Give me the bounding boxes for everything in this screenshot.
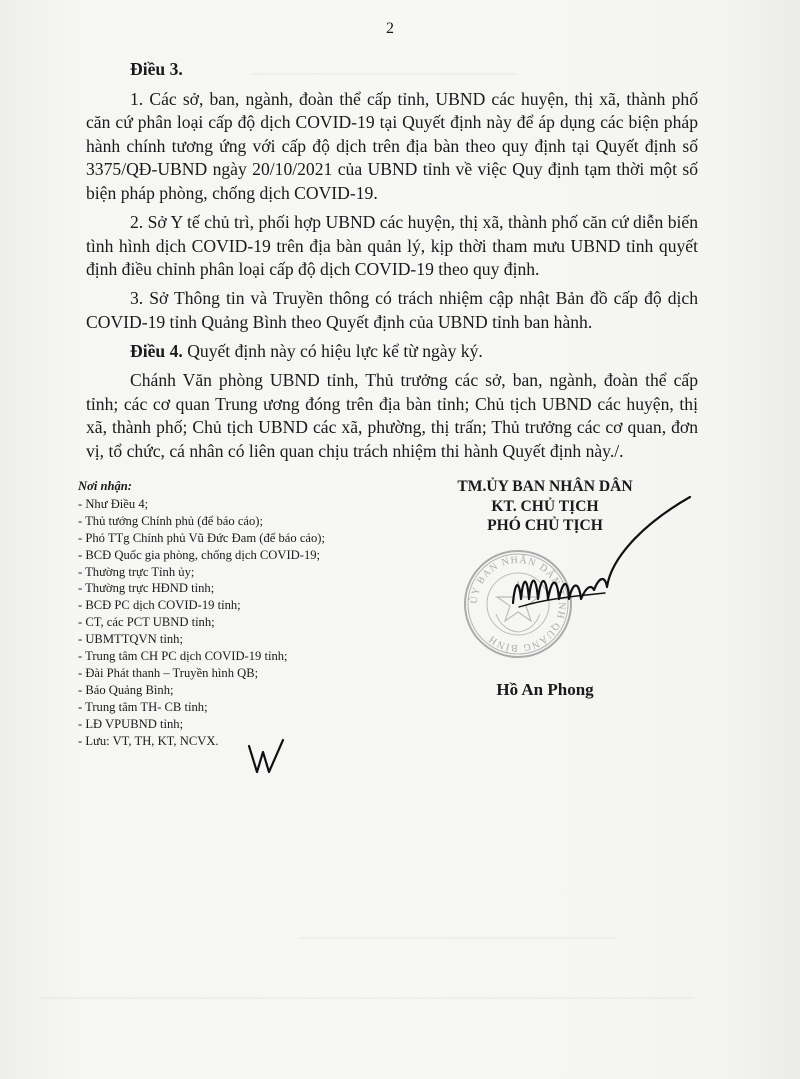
bleed-through-text: ~~~~~~~~~~~~~~~~~~~~~~~~~~~~~~~~~~~~~~~~~~~~~~~~~~~~~~~~~~~~~~~~~~~~~~~~~~~~~~~~~~~~~~~~~~~~~ bbox=[40, 990, 695, 1005]
recipient-item: - UBMTTQVN tỉnh; bbox=[78, 632, 183, 647]
article-4-label: Điều 4. bbox=[130, 341, 183, 362]
recipient-item: - Đài Phát thanh – Truyền hình QB; bbox=[78, 665, 259, 680]
recipient-item: - Thường trực Tỉnh ủy; bbox=[78, 564, 195, 579]
recipient-item: - BCĐ PC dịch COVID-19 tỉnh; bbox=[78, 598, 241, 613]
article-3-clause-1: 1. Các sở, ban, ngành, đoàn thể cấp tỉnh, UBND các huyện, thị xã, thành phố căn cứ phân loại cấp độ dịch COVID-19 tại Quyết định này để áp dụng các biện pháp hành chính tương ứng với cấp độ dịch trên địa bàn theo quy định tại Quyết định số 3375/QĐ-UBND ngày 20/10/2021 của UBND tỉnh về việc Quy định tạm thời một số biện pháp phòng, chống dịch COVID-19. bbox=[86, 88, 698, 203]
article-4-paragraph: Chánh Văn phòng UBND tỉnh, Thủ trưởng các sở, ban, ngành, đoàn thể cấp tỉnh; các cơ quan Trung ương đóng trên địa bàn tỉnh; Chủ tịch UBND các huyện, thị xã, thành phố; Chủ tịch UBND các xã, phường, thị trấn; Thủ trưởng các cơ quan, đơn vị, tổ chức, cá nhân có liên quan chịu trách nhiệm thi hành Quyết định này./. bbox=[86, 370, 698, 461]
recipient-item: - LĐ VPUBND tỉnh; bbox=[78, 716, 184, 731]
recipient-item: - BCĐ Quốc gia phòng, chống dịch COVID-19; bbox=[78, 547, 321, 562]
recipient-item: - Phó TTg Chính phủ Vũ Đức Đam (để báo cáo); bbox=[78, 530, 325, 545]
article-4-line bbox=[86, 340, 698, 364]
handwritten-signature bbox=[505, 495, 715, 635]
document-body bbox=[86, 58, 698, 469]
article-3-heading: Điều 3. bbox=[130, 59, 183, 79]
article-4-text: Quyết định này có hiệu lực kể từ ngày ký. bbox=[187, 341, 483, 362]
recipients-list bbox=[78, 478, 418, 750]
page-number: 2 bbox=[386, 20, 394, 37]
recipient-item: - CT, các PCT UBND tỉnh; bbox=[78, 615, 215, 630]
recipient-item: - Trung tâm TH- CB tỉnh; bbox=[78, 699, 208, 714]
article-3-clause-2: 2. Sở Y tế chủ trì, phối hợp UBND các huyện, thị xã, thành phố căn cứ diễn biến tình hình dịch COVID-19 trên địa bàn quản lý, kịp thời tham mưu UBND tỉnh quyết định điều chỉnh phân loại cấp độ dịch COVID-19 theo quy định. bbox=[86, 212, 698, 280]
recipient-item: - Báo Quảng Bình; bbox=[78, 682, 174, 697]
signature-line-1: TM.ỦY BAN NHÂN DÂN bbox=[457, 478, 633, 495]
initial-mark-icon bbox=[245, 738, 287, 778]
recipient-item: - Trung tâm CH PC dịch COVID-19 tỉnh; bbox=[78, 649, 288, 664]
signer-name: Hồ An Phong bbox=[496, 680, 594, 699]
signature-line-3: PHÓ CHỦ TỊCH bbox=[487, 517, 603, 534]
bleed-through-text: ~~~~~~~~~~~~~~~~~~~~~~~~~~~~~~~~~~~~~~~~~~~~~ bbox=[300, 930, 617, 945]
recipient-item: - Thủ tướng Chính phủ (để báo cáo); bbox=[78, 513, 263, 528]
recipients-heading: Nơi nhận: bbox=[78, 479, 133, 493]
article-3-clause-3: 3. Sở Thông tin và Truyền thông có trách nhiệm cập nhật Bản đồ cấp độ dịch COVID-19 tỉnh Quảng Bình theo Quyết định của UBND tỉnh ban hành. bbox=[86, 288, 698, 332]
stamp-text: ỦY BAN NHÂN DÂN TỈNH QUẢNG BÌNH bbox=[468, 554, 568, 654]
recipient-item: - Như Điều 4; bbox=[78, 496, 149, 511]
signature-line-2: KT. CHỦ TỊCH bbox=[491, 497, 599, 515]
recipient-item: - Thường trực HĐND tỉnh; bbox=[78, 581, 215, 596]
recipient-item: - Lưu: VT, TH, KT, NCVX. bbox=[78, 733, 219, 748]
bleed-through-text: ~~~~~~~~~~~~~~~~~~~~~~~~~~~~~~~~~~~~~~ bbox=[250, 66, 518, 81]
